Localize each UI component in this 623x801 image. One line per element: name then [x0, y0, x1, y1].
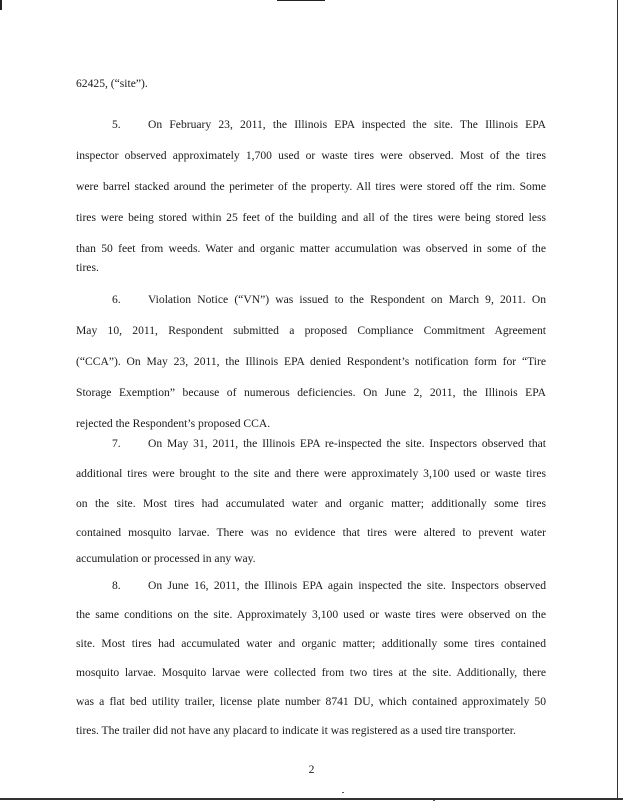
- text-line: Storage Exemption” because of numerous deficiencies. On June 2, 2011, the Illinois EPA: [76, 386, 546, 399]
- text-line: May 10, 2011, Respondent submitted a proposed Compliance Commitment Agreement: [76, 324, 546, 337]
- paragraph-number: 7.: [112, 437, 121, 450]
- text-line: (“CCA”). On May 23, 2011, the Illinois EPA denied Respondent’s notification form for “Tire: [76, 355, 546, 368]
- scan-speck: [342, 792, 344, 793]
- text-line: than 50 feet from weeds. Water and organic matter accumulation was observed in some of the: [76, 242, 546, 255]
- text-line: On June 16, 2011, the Illinois EPA again inspected the site. Inspectors observed: [148, 579, 546, 592]
- text-line: tires were being stored within 25 feet of the building and all of the tires were being stored less: [76, 211, 546, 224]
- text-line: On February 23, 2011, the Illinois EPA inspected the site. The Illinois EPA: [148, 118, 546, 131]
- paragraph-number: 6.: [112, 293, 121, 306]
- text-line: mosquito larvae. Mosquito larvae were collected from two tires at the site. Additionally, there: [76, 666, 546, 679]
- text-line: additional tires were brought to the site and there were approximately 3,100 used or waste tires: [76, 467, 546, 480]
- text-line: Violation Notice (“VN”) was issued to the Respondent on March 9, 2011. On: [148, 293, 546, 306]
- page-number: 2: [308, 763, 315, 776]
- text-line: were barrel stacked around the perimeter of the property. All tires were stored off the rim. Some: [76, 180, 546, 193]
- text-line: was a flat bed utility trailer, license plate number 8741 DU, which contained approximately 50: [76, 695, 546, 708]
- text-line: contained mosquito larvae. There was no evidence that tires were altered to prevent water: [76, 526, 546, 539]
- paragraph-number: 8.: [112, 579, 121, 592]
- text-line: tires. The trailer did not have any placard to indicate it was registered as a used tire transporter.: [76, 724, 516, 737]
- text-line: site. Most tires had accumulated water and organic matter; additionally some tires contained: [76, 637, 546, 650]
- text-line: accumulation or processed in any way.: [76, 552, 256, 565]
- paragraph-number: 5.: [112, 118, 121, 131]
- text-line: tires.: [76, 261, 99, 274]
- scan-top-rule: [277, 0, 325, 1]
- text-line: 62425, (“site”).: [76, 77, 148, 90]
- scan-corner-mark: [0, 0, 2, 10]
- scan-right-edge: [617, 0, 618, 800]
- text-line: inspector observed approximately 1,700 used or waste tires were observed. Most of the tires: [76, 149, 546, 162]
- text-line: the same conditions on the site. Approximately 3,100 used or waste tires were observed on the: [76, 608, 546, 621]
- text-line: on the site. Most tires had accumulated water and organic matter; additionally some tires: [76, 497, 546, 510]
- text-line: rejected the Respondent’s proposed CCA.: [76, 417, 271, 430]
- text-line: On May 31, 2011, the Illinois EPA re-inspected the site. Inspectors observed that: [148, 437, 546, 450]
